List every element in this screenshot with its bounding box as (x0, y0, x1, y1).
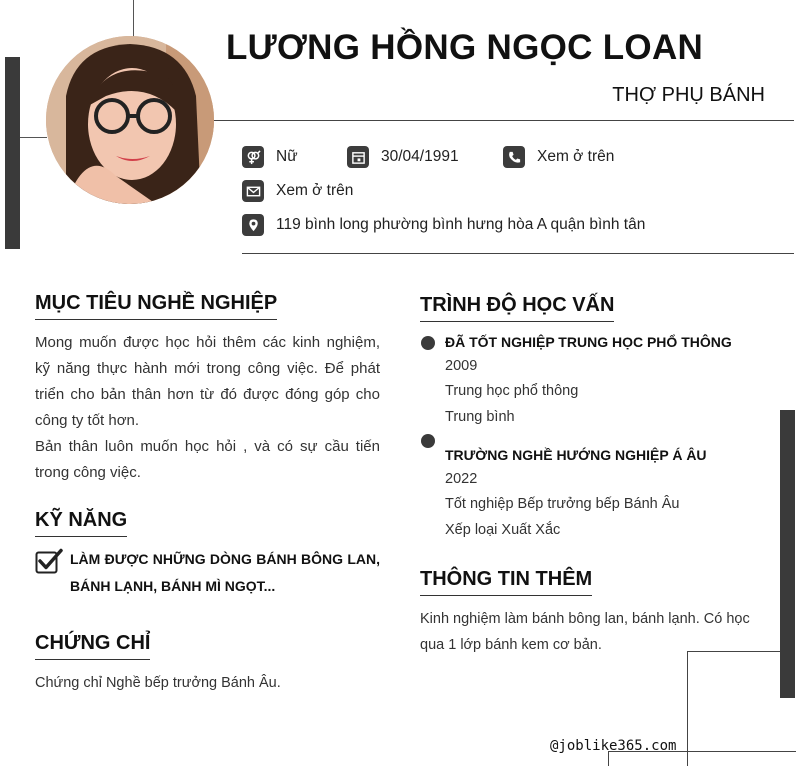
extra-info-title: THÔNG TIN THÊM (420, 568, 592, 596)
candidate-name: LƯƠNG HỒNG NGỌC LOAN (226, 28, 704, 67)
birthday-row (347, 146, 459, 168)
header-divider-bottom (242, 253, 794, 254)
objective-text (35, 330, 380, 486)
right-accent-bar (780, 410, 795, 698)
timeline-dot (421, 336, 435, 350)
skills-title: KỸ NĂNG (35, 509, 127, 537)
education-major: Trung học phổ thông (445, 383, 579, 399)
certificates-title: CHỨNG CHỈ (35, 632, 150, 660)
brand-watermark: @joblike365.com (550, 738, 677, 754)
education-school: ĐÃ TỐT NGHIỆP TRUNG HỌC PHỔ THÔNG (445, 334, 732, 350)
gender-row (242, 146, 298, 168)
birthday-value: 30/04/1991 (381, 148, 459, 165)
checkbox-icon (35, 548, 63, 574)
skill-item: LÀM ĐƯỢC NHỮNG DÒNG BÁNH BÔNG LAN, BÁNH LẠNH, BÁNH MÌ NGỌT... (70, 551, 380, 594)
education-grade: Xếp loại Xuất Xắc (445, 522, 561, 538)
left-accent-bar (5, 57, 20, 249)
phone-row (503, 146, 614, 168)
email-row (242, 180, 353, 202)
gender-value: Nữ (276, 148, 298, 165)
certificate-text: Chứng chỉ Nghề bếp trưởng Bánh Âu. (35, 675, 281, 691)
left-horizontal-line (20, 137, 47, 138)
location-icon (242, 214, 264, 236)
avatar-photo (46, 36, 214, 204)
education-major: Tốt nghiệp Bếp trưởng bếp Bánh Âu (445, 496, 680, 512)
education-school: TRƯỜNG NGHỀ HƯỚNG NGHIỆP Á ÂU (445, 447, 707, 463)
education-year: 2022 (445, 471, 478, 487)
objective-title: MỤC TIÊU NGHỀ NGHIỆP (35, 292, 277, 320)
job-title: THỢ PHỤ BÁNH (612, 84, 765, 106)
header-divider-top (214, 120, 794, 121)
objective-paragraph-2: Bản thân luôn muốn học hỏi , và có sự cầu tiến trong công việc. (35, 438, 380, 481)
phone-value: Xem ở trên (537, 148, 615, 165)
phone-icon (503, 146, 525, 168)
address-value: 119 bình long phường bình hưng hòa A quận bình tân (276, 216, 646, 233)
email-icon (242, 180, 264, 202)
education-grade: Trung bình (445, 409, 515, 425)
address-row (242, 214, 645, 236)
bottom-box-left (687, 651, 688, 766)
education-title: TRÌNH ĐỘ HỌC VẤN (420, 294, 614, 322)
objective-paragraph-1: Mong muốn được học hỏi thêm các kinh nghiệm, kỹ năng thực hành mới trong công việc. Để phát triển cho bản thân hơn từ đó được đóng góp cho công ty tốt hơn. (35, 334, 380, 429)
extra-info-text: Kinh nghiệm làm bánh bông lan, bánh lạnh. Có học qua 1 lớp bánh kem cơ bản. (420, 611, 750, 653)
timeline-dot (421, 434, 435, 448)
calendar-icon (347, 146, 369, 168)
avatar (46, 36, 214, 204)
top-vertical-line (133, 0, 134, 38)
gender-icon (242, 146, 264, 168)
email-value: Xem ở trên (276, 182, 354, 199)
education-year: 2009 (445, 358, 478, 374)
